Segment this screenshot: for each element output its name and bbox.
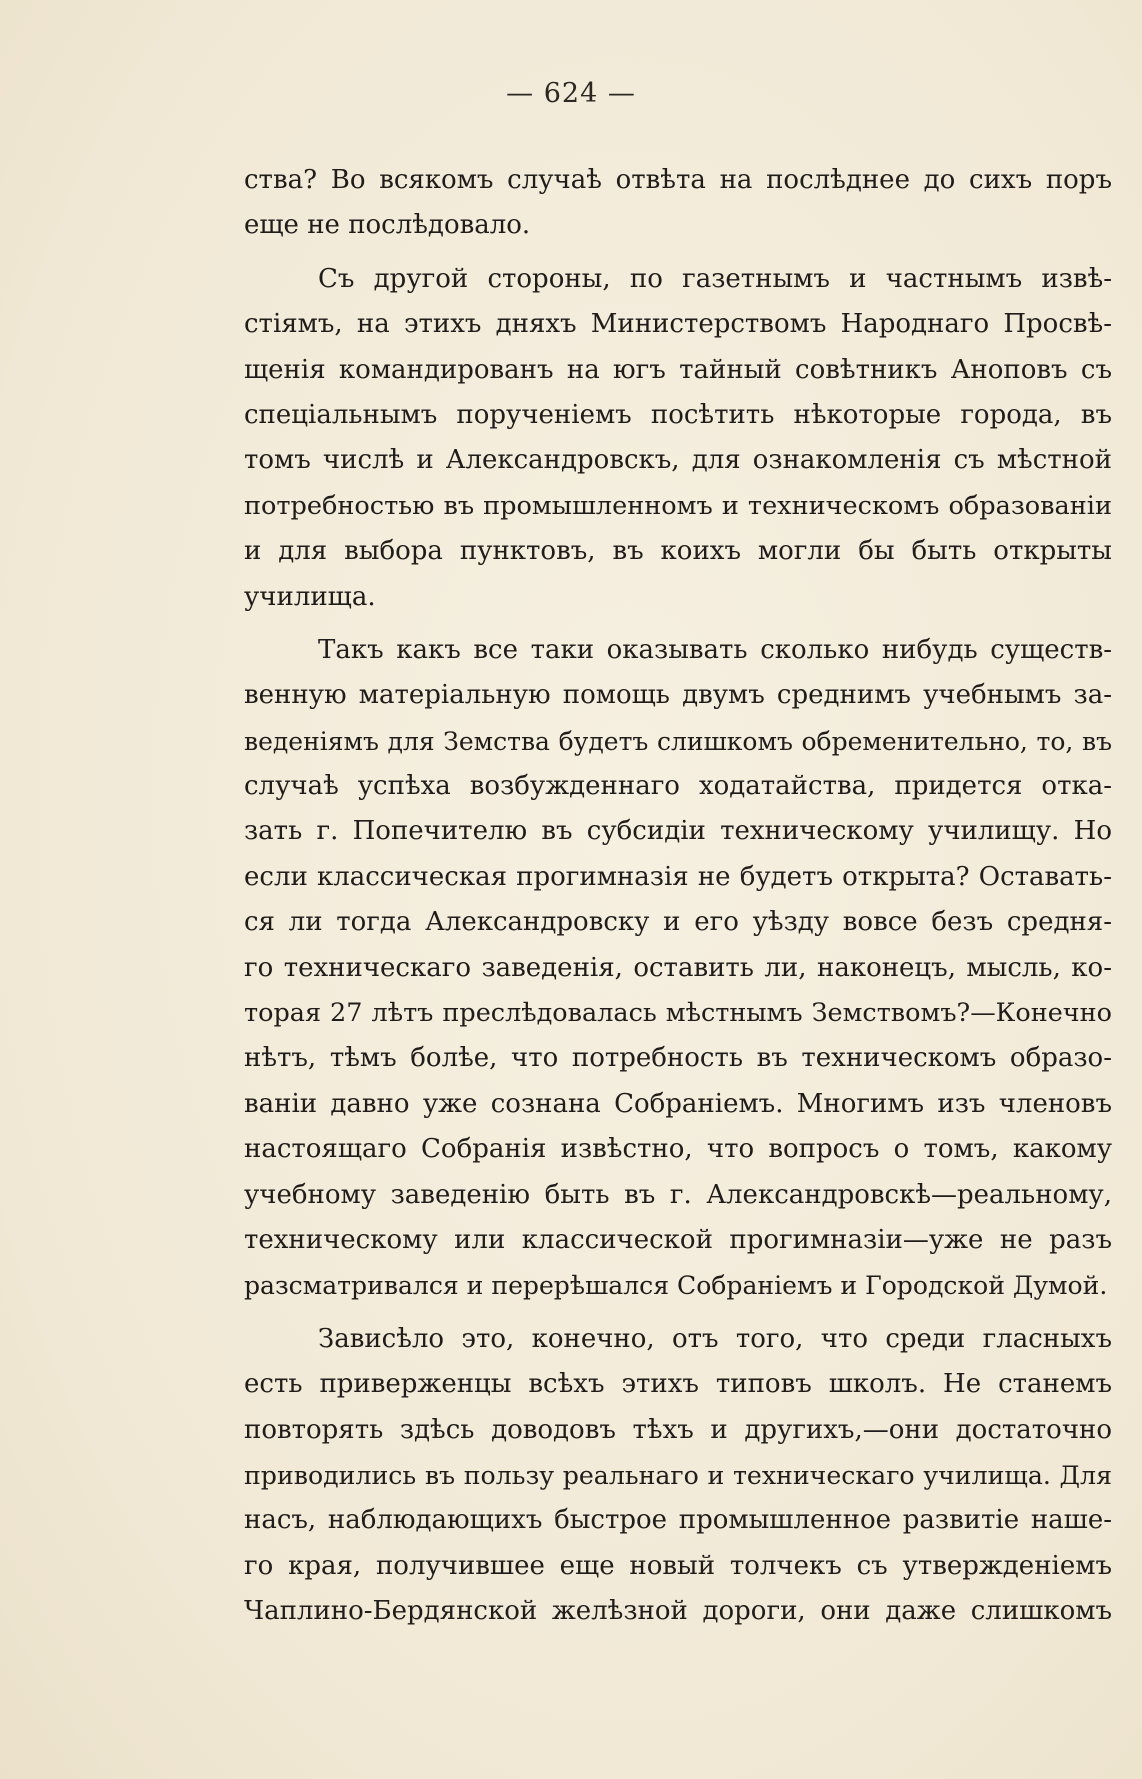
text-line: насъ, наблюдающихъ быстрое промышленное развитіе наше- xyxy=(244,1505,1112,1536)
text-line: потребностью въ промышленномъ и техническомъ образованіи xyxy=(244,490,1112,521)
text-line: приводились въ пользу реальнаго и техническаго училища. Для xyxy=(244,1460,1112,1490)
text-line: томъ числѣ и Александровскъ, для ознакомленія съ мѣстной xyxy=(244,445,1112,476)
text-line: веденіямъ для Земства будетъ слишкомъ обременительно, то, въ xyxy=(244,726,1112,756)
page-number: — 624 — xyxy=(506,78,636,109)
paragraph-4 xyxy=(244,1317,1112,1635)
text-line: ства? Во всякомъ случаѣ отвѣта на послѣднее до сихъ поръ xyxy=(244,165,1112,195)
text-line: торая 27 лѣтъ преслѣдовалась мѣстнымъ Земствомъ?—Конечно xyxy=(244,998,1112,1029)
paragraph-3 xyxy=(244,628,1112,1309)
text-line: разсматривался и перерѣшался Собраніемъ и Городской Думой. xyxy=(244,1271,1108,1301)
paragraph-2 xyxy=(244,257,1112,620)
text-line: если классическая прогимназія не будетъ открыта? Оставать- xyxy=(244,861,1112,892)
text-line: случаѣ успѣха возбужденнаго ходатайства, придется отка- xyxy=(244,771,1112,802)
text-line: училища. xyxy=(244,581,376,612)
text-line: щенія командированъ на югъ тайный совѣтникъ Аноповъ съ xyxy=(244,354,1112,385)
text-line: го техническаго заведенія, оставить ли, наконецъ, мысль, ко- xyxy=(244,952,1112,983)
text-line: Съ другой стороны, по газетнымъ и частнымъ извѣ- xyxy=(318,263,1112,294)
paragraph-1 xyxy=(244,158,1112,249)
text-line: зать г. Попечителю въ субсидіи техническому училищу. Но xyxy=(244,816,1112,847)
text-line: Зависѣло это, конечно, отъ того, что среди гласныхъ xyxy=(318,1323,1112,1354)
text-line: ваніи давно уже сознана Собраніемъ. Многимъ изъ членовъ xyxy=(244,1088,1112,1119)
body-text xyxy=(244,158,1112,1643)
text-line: Чаплино-Бердянской желѣзной дороги, они даже слишкомъ xyxy=(244,1596,1112,1627)
text-line: нѣтъ, тѣмъ болѣе, что потребность въ техническомъ образо- xyxy=(244,1043,1112,1074)
text-line: венную матеріальную помощь двумъ среднимъ учебнымъ за- xyxy=(244,680,1112,711)
text-line: го края, получившее еще новый толчекъ съ утвержденіемъ xyxy=(244,1550,1112,1581)
text-line: стіямъ, на этихъ дняхъ Министерствомъ Народнаго Просвѣ- xyxy=(244,309,1112,340)
text-line: техническому или классической прогимназіи—уже не разъ xyxy=(244,1224,1112,1255)
text-line: еще не послѣдовало. xyxy=(244,210,531,241)
text-line: есть приверженцы всѣхъ этихъ типовъ школъ. Не станемъ xyxy=(244,1369,1112,1400)
text-line: учебному заведенію быть въ г. Александровскѣ—реальному, xyxy=(244,1179,1112,1210)
text-line: спеціальнымъ порученіемъ посѣтить нѣкоторые города, въ xyxy=(244,399,1112,430)
text-line: ся ли тогда Александровску и его уѣзду вовсе безъ средня- xyxy=(244,907,1112,938)
text-line: повторять здѣсь доводовъ тѣхъ и другихъ,—они достаточно xyxy=(244,1414,1112,1445)
text-line: настоящаго Собранія извѣстно, что вопросъ о томъ, какому xyxy=(244,1134,1112,1165)
text-line: Такъ какъ все таки оказывать сколько нибудь существ- xyxy=(318,634,1112,665)
text-line: и для выбора пунктовъ, въ коихъ могли бы быть открыты xyxy=(244,536,1112,567)
